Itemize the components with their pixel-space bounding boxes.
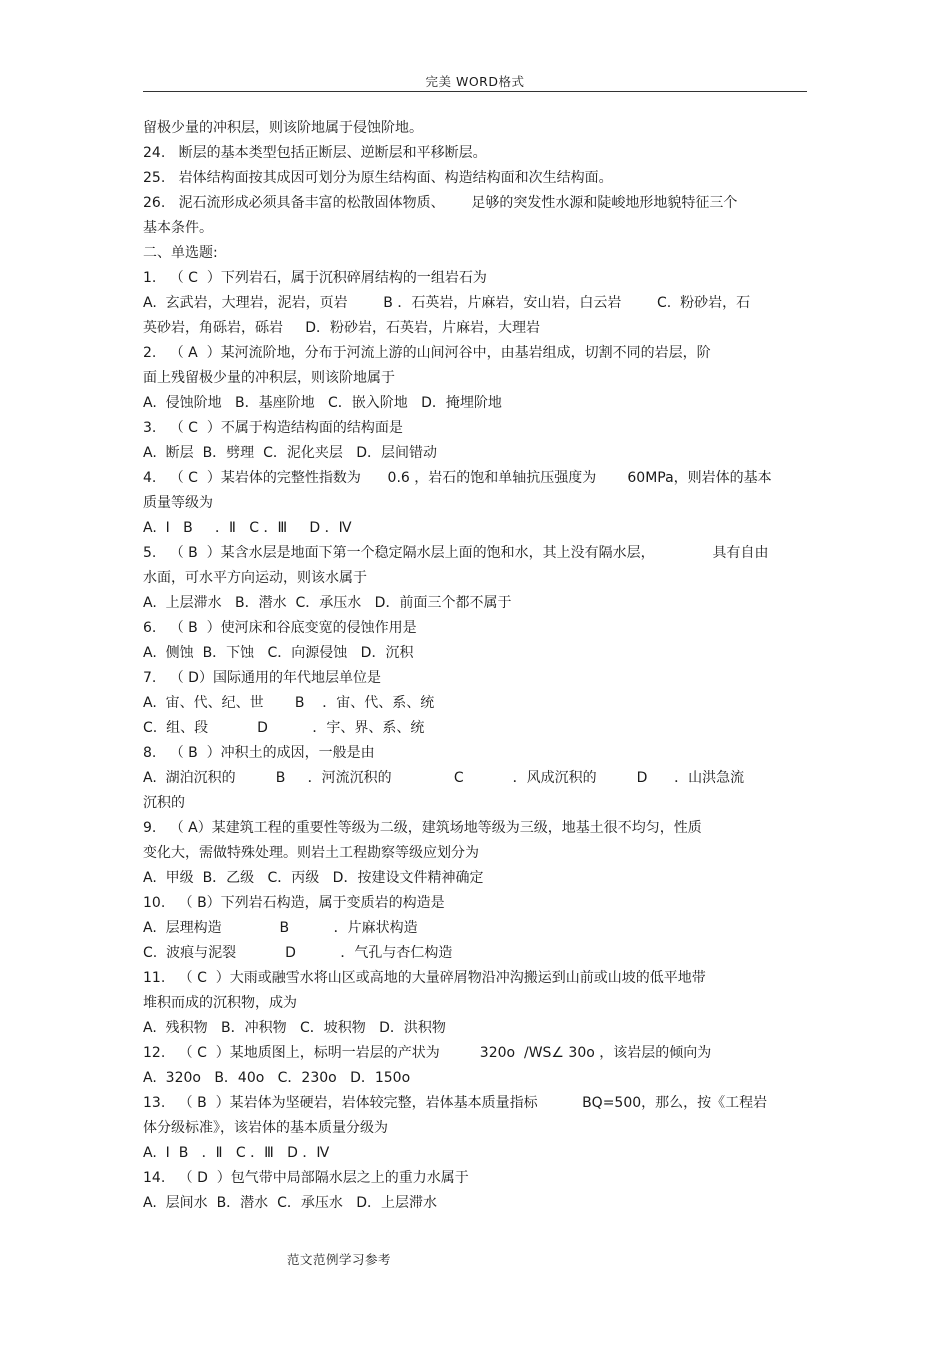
options-line: A. 残积物 B．冲积物 C．坡积物 D．洪积物 — [143, 1020, 446, 1036]
header-divider — [143, 91, 807, 92]
options-line: A. 侵蚀阶地 B．基座阶地 C．嵌入阶地 D．掩埋阶地 — [143, 395, 502, 411]
options-line: A. 上层滞水 B．潜水 C．承压水 D．前面三个都不属于 — [143, 595, 512, 611]
question-line: 4. （ C ）某岩体的完整性指数为 0.6 ，岩石的饱和单轴抗压强度为 60MPa，则岩体的基本 — [143, 470, 772, 486]
options-line: 英砂岩，角砾岩，砾岩 D．粉砂岩，石英岩，片麻岩，大理岩 — [143, 320, 541, 336]
question-line: 体分级标准》，该岩体的基本质量分级为 — [143, 1120, 388, 1136]
options-line: C. 组、段 D ．宇、界、系、统 — [143, 720, 425, 736]
options-line: A. 玄武岩，大理岩，泥岩，页岩 B ．石英岩，片麻岩，安山岩，白云岩 C. 粉砂岩，石 — [143, 295, 751, 311]
question-line: 6. （ B ）使河床和谷底变宽的侵蚀作用是 — [143, 620, 417, 636]
text-line: 留极少量的冲积层，则该阶地属于侵蚀阶地。 — [143, 120, 423, 136]
options-line: A. 320o B．40o C．230o D．150o — [143, 1070, 411, 1086]
text-line: 25. 岩体结构面按其成因可划分为原生结构面、构造结构面和次生结构面。 — [143, 170, 613, 186]
options-line: A. 层间水 B．潜水 C．承压水 D．上层滞水 — [143, 1195, 437, 1211]
text-line: 26. 泥石流形成必须具备丰富的松散固体物质、 足够的突发性水源和陡峻地形地貌特征三个 — [143, 195, 738, 211]
question-line: 8. （ B ）冲积土的成因，一般是由 — [143, 745, 375, 761]
options-line: A. Ⅰ B ．Ⅱ C ．Ⅲ D ．Ⅳ — [143, 520, 352, 536]
question-line: 7. （ D）国际通用的年代地层单位是 — [143, 670, 381, 686]
options-line: 沉积的 — [143, 795, 185, 811]
question-line: 1. （ C ）下列岩石，属于沉积碎屑结构的一组岩石为 — [143, 270, 487, 286]
options-line: A. 湖泊沉积的 B ．河流沉积的 C ．风成沉积的 D ．山洪急流 — [143, 770, 745, 786]
options-line: A. 层理构造 B ．片麻状构造 — [143, 920, 418, 936]
question-line: 3. （ C ）不属于构造结构面的结构面是 — [143, 420, 403, 436]
question-line: 10. （ B）下列岩石构造，属于变质岩的构造是 — [143, 895, 445, 911]
options-line: A. 甲级 B．乙级 C．丙级 D．按建设文件精神确定 — [143, 870, 484, 886]
document-body — [143, 116, 807, 1216]
page-header: 完美 WORD格式 — [425, 74, 525, 89]
options-line: C. 波痕与泥裂 D ．气孔与杏仁构造 — [143, 945, 453, 961]
options-line: A. 断层 B．劈理 C．泥化夹层 D．层间错动 — [143, 445, 437, 461]
question-line: 水面，可水平方向运动，则该水属于 — [143, 570, 367, 586]
question-line: 5. （ B ）某含水层是地面下第一个稳定隔水层上面的饱和水，其上没有隔水层， 具有自由 — [143, 545, 769, 561]
options-line: A. Ⅰ B ．Ⅱ C ．Ⅲ D ．Ⅳ — [143, 1145, 330, 1161]
question-line: 14. （ D ）包气带中局部隔水层之上的重力水属于 — [143, 1170, 469, 1186]
options-line: A. 宙、代、纪、世 B ．宙、代、系、统 — [143, 695, 435, 711]
text-line: 基本条件。 — [143, 220, 213, 236]
question-line: 2. （ A ）某河流阶地，分布于河流上游的山间河谷中，由基岩组成，切割不同的岩层，阶 — [143, 345, 711, 361]
text-line: 24. 断层的基本类型包括正断层、逆断层和平移断层。 — [143, 145, 487, 161]
question-line: 12. （ C ）某地质图上，标明一岩层的产状为 320o /WS∠ 30o ，该岩层的倾向为 — [143, 1045, 712, 1061]
question-line: 堆积而成的沉积物，成为 — [143, 995, 297, 1011]
question-line: 13. （ B ）某岩体为坚硬岩，岩体较完整，岩体基本质量指标 BQ=500，那么，按《工程岩 — [143, 1095, 768, 1111]
question-line: 11. （ C ）大雨或融雪水将山区或高地的大量碎屑物沿冲沟搬运到山前或山坡的低平地带 — [143, 970, 706, 986]
options-line: A. 侧蚀 B．下蚀 C．向源侵蚀 D．沉积 — [143, 645, 414, 661]
question-line: 变化大，需做特殊处理。则岩土工程勘察等级应划分为 — [143, 845, 479, 861]
page-footer: 范文范例学习参考 — [287, 1252, 392, 1267]
section-heading: 二、单选题: — [143, 245, 218, 261]
question-line: 9. （ A）某建筑工程的重要性等级为二级，建筑场地等级为三级，地基土很不均匀，性质 — [143, 820, 702, 836]
question-line: 质量等级为 — [143, 495, 213, 511]
question-line: 面上残留极少量的冲积层，则该阶地属于 — [143, 370, 395, 386]
